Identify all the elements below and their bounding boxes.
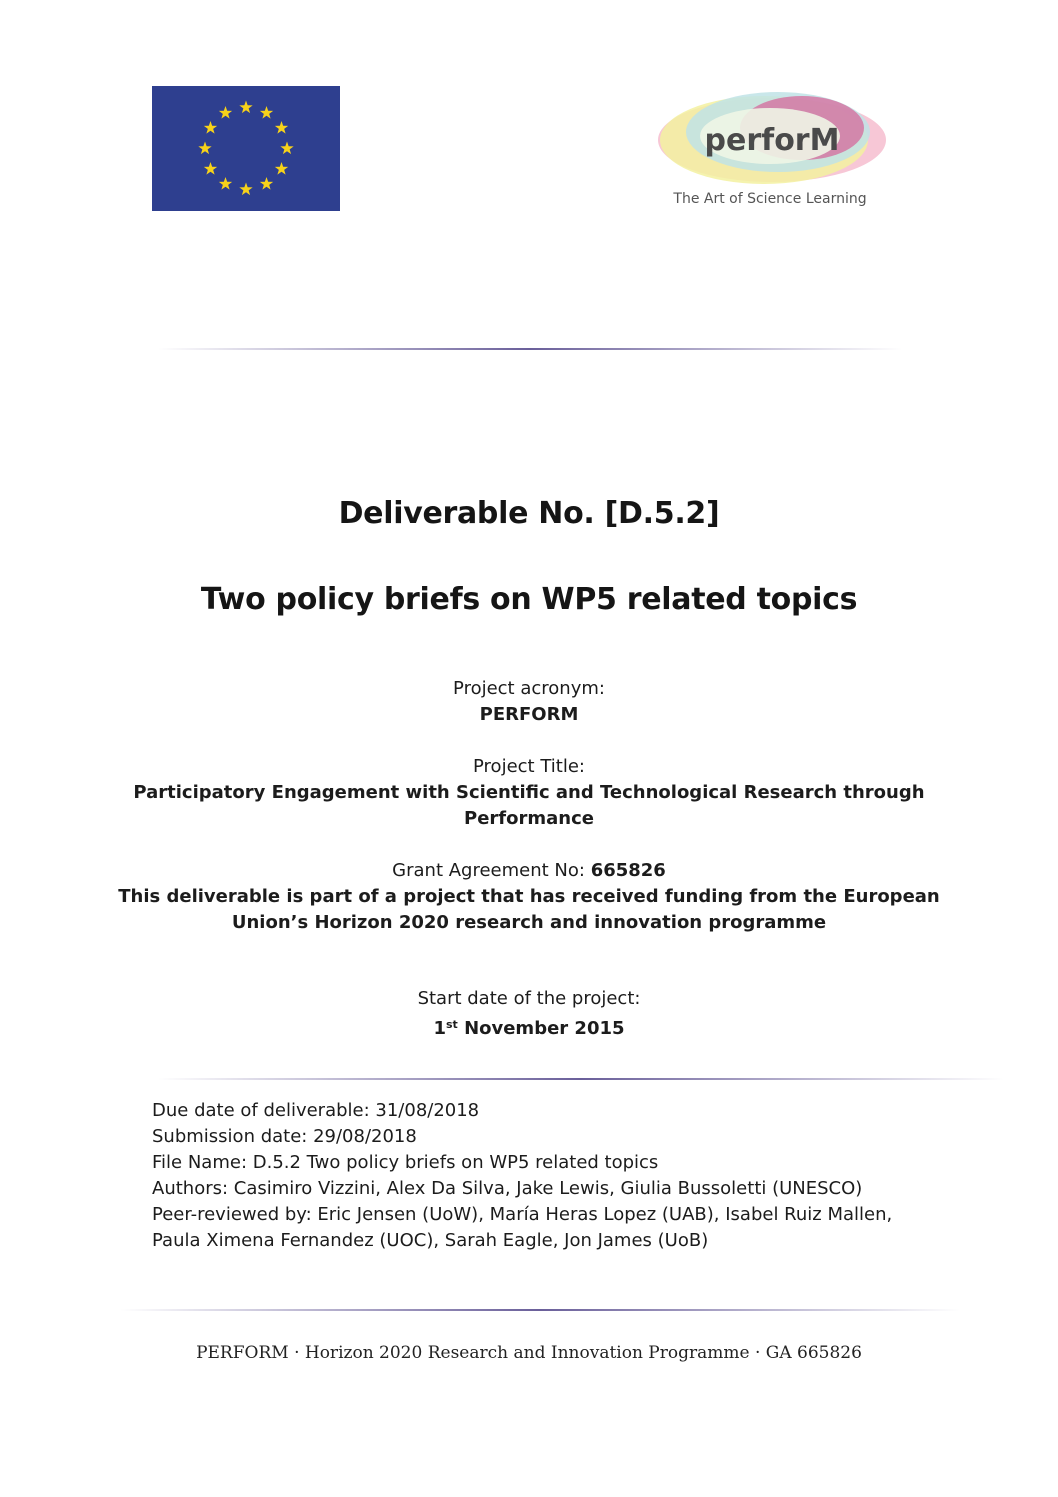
start-month-year: November 2015 — [457, 1018, 625, 1039]
grant-label: Grant Agreement No: — [392, 860, 591, 881]
start-date-label: Start date of the project: — [417, 988, 641, 1009]
logo-tagline: The Art of Science Learning — [673, 191, 867, 207]
funding-line2: Union’s Horizon 2020 research and innovation programme — [231, 912, 827, 933]
perform-logo — [652, 84, 892, 219]
document-title: Two policy briefs on WP5 related topics — [200, 582, 858, 617]
project-title-label: Project Title: — [473, 756, 585, 777]
project-title-line1: Participatory Engagement with Scientific and Technological Research through — [133, 782, 925, 803]
eu-star-icon — [219, 106, 232, 119]
divider-top — [158, 348, 902, 350]
funding-line1: This deliverable is part of a project that has received funding from the European — [118, 886, 940, 907]
eu-star-icon — [280, 142, 293, 155]
page-footer: PERFORM · Horizon 2020 Research and Innovation Programme · GA 665826 — [196, 1343, 862, 1363]
peer-reviewers-line1: Peer-reviewed by: Eric Jensen (UoW), María Heras Lopez (UAB), Isabel Ruiz Mallen, — [152, 1204, 893, 1225]
acronym-label: Project acronym: — [453, 678, 605, 699]
deliverable-number: Deliverable No. [D.5.2] — [338, 496, 720, 531]
peer-reviewers-line2: Paula Ximena Fernandez (UOC), Sarah Eagle, Jon James (UoB) — [152, 1230, 709, 1251]
logo-wordmark: perforM — [704, 123, 840, 158]
divider-bottom — [120, 1309, 960, 1311]
due-date: Due date of deliverable: 31/08/2018 — [152, 1100, 480, 1121]
eu-star-icon — [204, 121, 217, 134]
eu-star-icon — [219, 177, 232, 190]
start-date — [0, 1012, 1058, 1042]
file-name: File Name: D.5.2 Two policy briefs on WP5 related topics — [152, 1152, 659, 1173]
eu-star-icon — [260, 106, 273, 119]
eu-flag-icon — [152, 86, 340, 211]
submission-date: Submission date: 29/08/2018 — [152, 1126, 417, 1147]
eu-star-icon — [260, 177, 273, 190]
start-day: 1 — [433, 1018, 446, 1039]
project-title-line2: Performance — [464, 808, 594, 829]
project-acronym: PERFORM — [479, 704, 579, 725]
eu-star-icon — [275, 162, 288, 175]
eu-star-icon — [239, 183, 252, 196]
eu-star-icon — [275, 121, 288, 134]
perform-logo-mark — [652, 84, 892, 190]
start-day-suffix: st — [445, 1018, 458, 1031]
divider-middle — [158, 1078, 1004, 1080]
grant-agreement — [0, 858, 1058, 884]
authors: Authors: Casimiro Vizzini, Alex Da Silva, Jake Lewis, Giulia Bussoletti (UNESCO) — [152, 1178, 863, 1199]
eu-star-icon — [198, 142, 211, 155]
eu-stars-circle — [152, 86, 340, 211]
deliverable-details — [152, 1098, 972, 1254]
eu-star-icon — [204, 162, 217, 175]
grant-number: 665826 — [590, 860, 666, 881]
eu-star-icon — [239, 101, 252, 114]
